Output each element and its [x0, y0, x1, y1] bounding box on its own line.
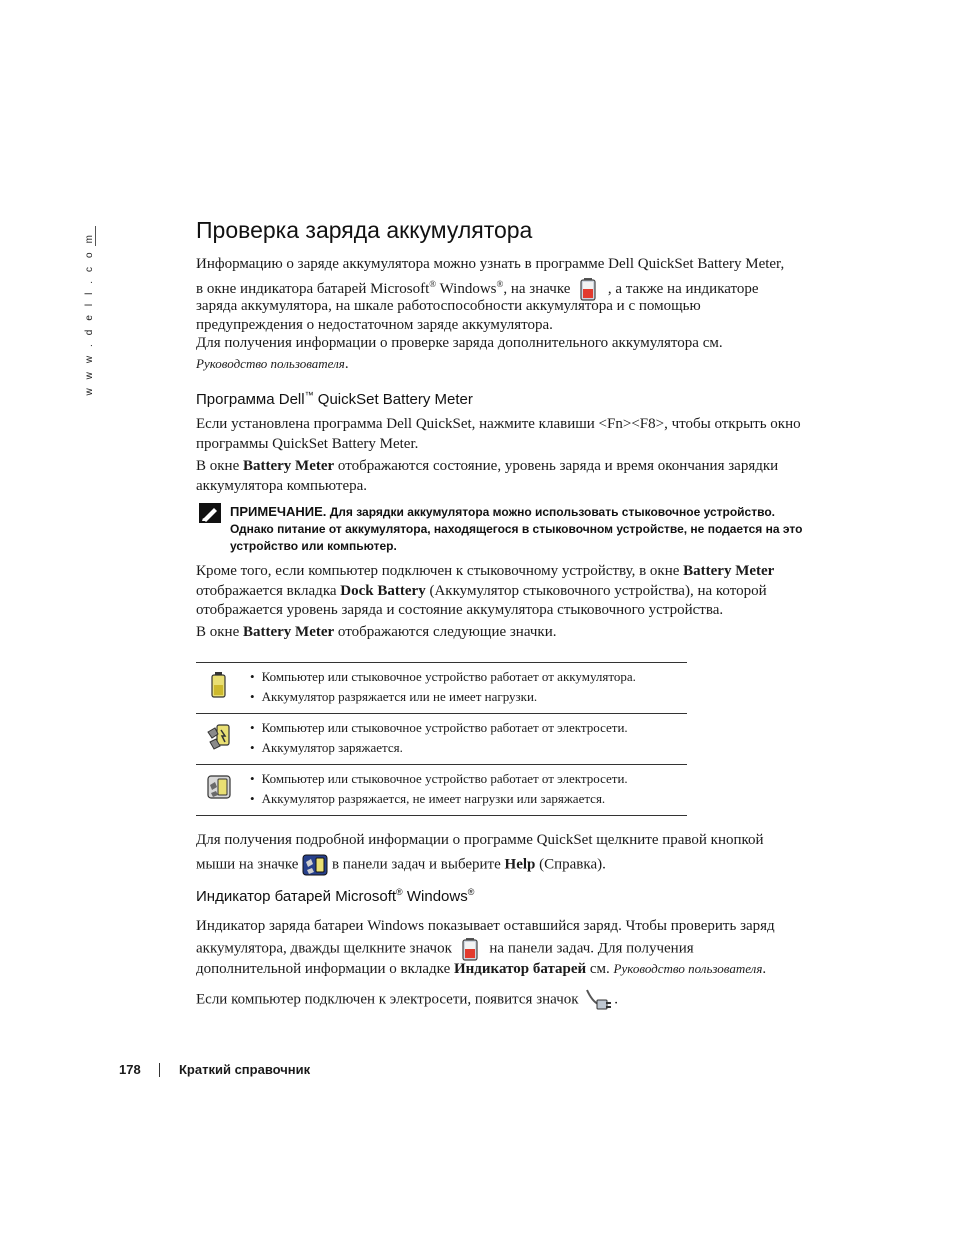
- battery-icons-table: [196, 662, 687, 816]
- intro-paragraph: Информацию о заряде аккумулятора можно узнать в программе Dell QuickSet Battery Meter, в окне индикатора батарей Microsoft® Windows®, на значке , а также на индикаторе заряда аккумулятора, на шкале работоспособности аккумулятора и с помощью предупреждения о недостаточном заряде аккумулятора.: [196, 256, 785, 333]
- quickset-paragraph-3: Кроме того, если компьютер подключен к стыковочному устройству, в окне Battery Meter отображается вкладка Dock Battery (Аккумулятор стыковочного устройства), на которой отображается уровень заряда и состояние аккумулятора стыковочного устройства.: [196, 563, 775, 618]
- windows-paragraph-1: Индикатор заряда батареи Windows показывает оставшийся заряд. Чтобы проверить заряд аккумулятора, дважды щелкните значок на панели задач. Для получения дополнительной информации о вкладке Индикатор батарей см. Руководство пользователя.: [196, 918, 775, 977]
- table-row: • Компьютер или стыковочное устройство работает от аккумулятора. • Аккумулятор разряжается или не имеет нагрузки.: [196, 662, 687, 713]
- quickset-paragraph-1: Если установлена программа Dell QuickSet, нажмите клавиши <Fn><F8>, чтобы открыть окно программы QuickSet Battery Meter.: [196, 416, 801, 452]
- page-number: 178: [119, 1062, 141, 1077]
- table-row: • Компьютер или стыковочное устройство работает от электросети. • Аккумулятор разряжается, не имеет нагрузки или заряжается.: [196, 764, 687, 816]
- windows-battery-icon: [460, 937, 482, 961]
- note-block: ПРИМЕЧАНИЕ. Для зарядки аккумулятора можно использовать стыковочное устройство. Однако питание от аккумулятора, находящегося в стыковочном устройстве, не подается на это устройство или компьютер.: [230, 504, 803, 553]
- footer-title: Краткий справочник: [179, 1062, 311, 1077]
- note-pencil-icon: [199, 503, 221, 523]
- quickset-tray-icon: [302, 853, 328, 877]
- battery-icon: [206, 671, 232, 699]
- quickset-paragraph-5: Для получения подробной информации о программе QuickSet щелкните правой кнопкой мыши на значке в панели задач и выберите Help (Справка).: [196, 831, 814, 877]
- battery-charging-plug-icon: [206, 722, 232, 750]
- quickset-paragraph-2: В окне Battery Meter отображаются состояние, уровень заряда и время окончания зарядки аккумулятора компьютера.: [196, 458, 779, 494]
- windows-paragraph-2: Если компьютер подключен к электросети, появится значок .: [196, 987, 814, 1013]
- footer-divider: [159, 1063, 160, 1077]
- section-heading-windows: Индикатор батарей Microsoft® Windows®: [196, 887, 475, 905]
- quickset-paragraph-4: В окне Battery Meter отображаются следующие значки.: [196, 624, 557, 640]
- intro-paragraph-2: Для получения информации о проверке заряда дополнительного аккумулятора см. Руководство пользователя.: [196, 335, 723, 372]
- table-row: • Компьютер или стыковочное устройство работает от электросети. • Аккумулятор заряжается.: [196, 713, 687, 764]
- page-title: Проверка заряда аккумулятора: [196, 217, 533, 243]
- battery-plug-icon: [206, 773, 232, 801]
- section-heading-quickset: Программа Dell™ QuickSet Battery Meter: [196, 390, 473, 408]
- side-url: w w w . d e l l . c o m: [84, 232, 95, 396]
- ac-power-plug-icon: [584, 987, 614, 1013]
